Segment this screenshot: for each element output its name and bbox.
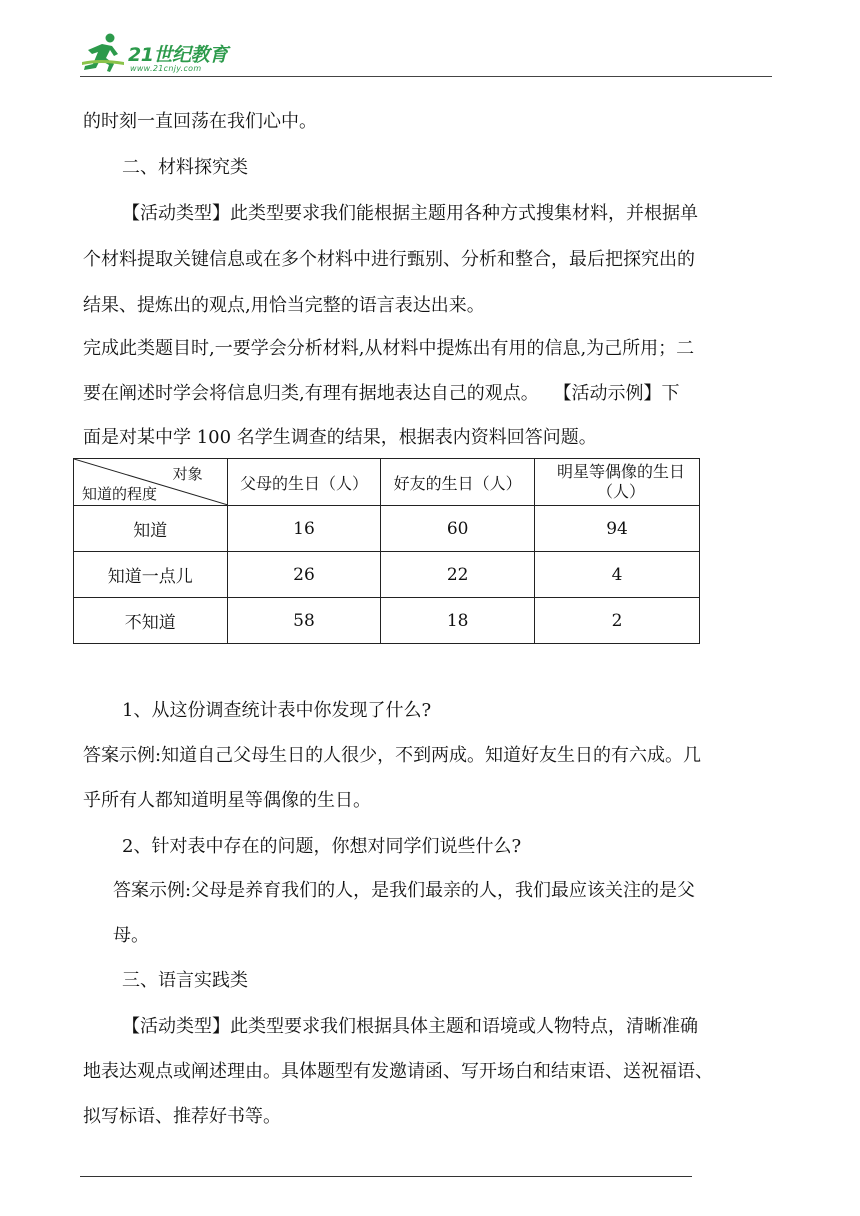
table-cell: 22: [381, 552, 535, 598]
paragraph-line: 地表达观点或阐述理由。具体题型有发邀请函、写开场白和结束语、送祝福语、: [83, 1061, 713, 1082]
footer-divider: [80, 1176, 692, 1177]
corner-label-top: 对象: [172, 465, 203, 483]
logo-url: www.21cnjy.com: [130, 64, 202, 73]
logo-text: 21世纪教育: [128, 44, 228, 66]
table-row: [74, 598, 700, 644]
column-header-text: 明星等偶像的生日（人）: [556, 462, 685, 501]
paragraph-line: 要在阐述时学会将信息归类,有理有据地表达自己的观点。 【活动示例】下: [83, 383, 680, 404]
row-label: 不知道: [74, 598, 228, 644]
survey-table: [73, 458, 700, 644]
header-divider: [80, 76, 772, 77]
answer-line: 答案示例:知道自己父母生日的人很少，不到两成。知道好友生日的有六成。几: [83, 745, 702, 766]
paragraph-line: 拟写标语、推荐好书等。: [83, 1106, 281, 1127]
paragraph-line: 【活动类型】此类型要求我们能根据主题用各种方式搜集材料，并根据单: [122, 203, 698, 224]
question-line: 1、从这份调查统计表中你发现了什么?: [122, 700, 432, 721]
table-cell: 4: [535, 552, 700, 598]
answer-line: 答案示例:父母是养育我们的人，是我们最亲的人，我们最应该关注的是父: [113, 880, 696, 901]
paragraph-line: 面是对某中学 100 名学生调查的结果，根据表内资料回答问题。: [83, 427, 597, 448]
section-heading: 三、语言实践类: [122, 970, 248, 991]
paragraph-line: 【活动类型】此类型要求我们根据具体主题和语境或人物特点，清晰准确: [122, 1016, 698, 1037]
page-header: [80, 30, 772, 80]
table-cell: 26: [227, 552, 381, 598]
table-cell: 94: [535, 506, 700, 552]
column-header: [535, 459, 700, 506]
corner-label-bottom: 知道的程度: [82, 485, 158, 503]
paragraph-line: 个材料提取关键信息或在多个材料中进行甄别、分析和整合，最后把探究出的: [83, 249, 695, 270]
answer-line: 乎所有人都知道明星等偶像的生日。: [83, 790, 371, 811]
row-label: 知道: [74, 506, 228, 552]
table-corner-cell: [74, 459, 228, 506]
paragraph-line: 结果、提炼出的观点,用恰当完整的语言表达出来。: [83, 295, 485, 316]
row-label: 知道一点儿: [74, 552, 228, 598]
table-row: [74, 506, 700, 552]
paragraph-line: 完成此类题目时,一要学会分析材料,从材料中提炼出有用的信息,为己所用；二: [83, 338, 695, 359]
table-cell: 58: [227, 598, 381, 644]
answer-line: 母。: [113, 925, 149, 946]
table-cell: 2: [535, 598, 700, 644]
section-heading: 二、材料探究类: [122, 157, 248, 178]
table-cell: 60: [381, 506, 535, 552]
paragraph-line: 的时刻一直回荡在我们心中。: [83, 111, 317, 132]
table-row: [74, 552, 700, 598]
column-header: 好友的生日（人）: [381, 459, 535, 506]
table-cell: 16: [227, 506, 381, 552]
logo: [80, 30, 260, 76]
question-line: 2、针对表中存在的问题，你想对同学们说些什么?: [122, 836, 522, 857]
table-header-row: [74, 459, 700, 506]
table-cell: 18: [381, 598, 535, 644]
runner-logo-icon: [80, 32, 128, 76]
column-header: 父母的生日（人）: [227, 459, 381, 506]
